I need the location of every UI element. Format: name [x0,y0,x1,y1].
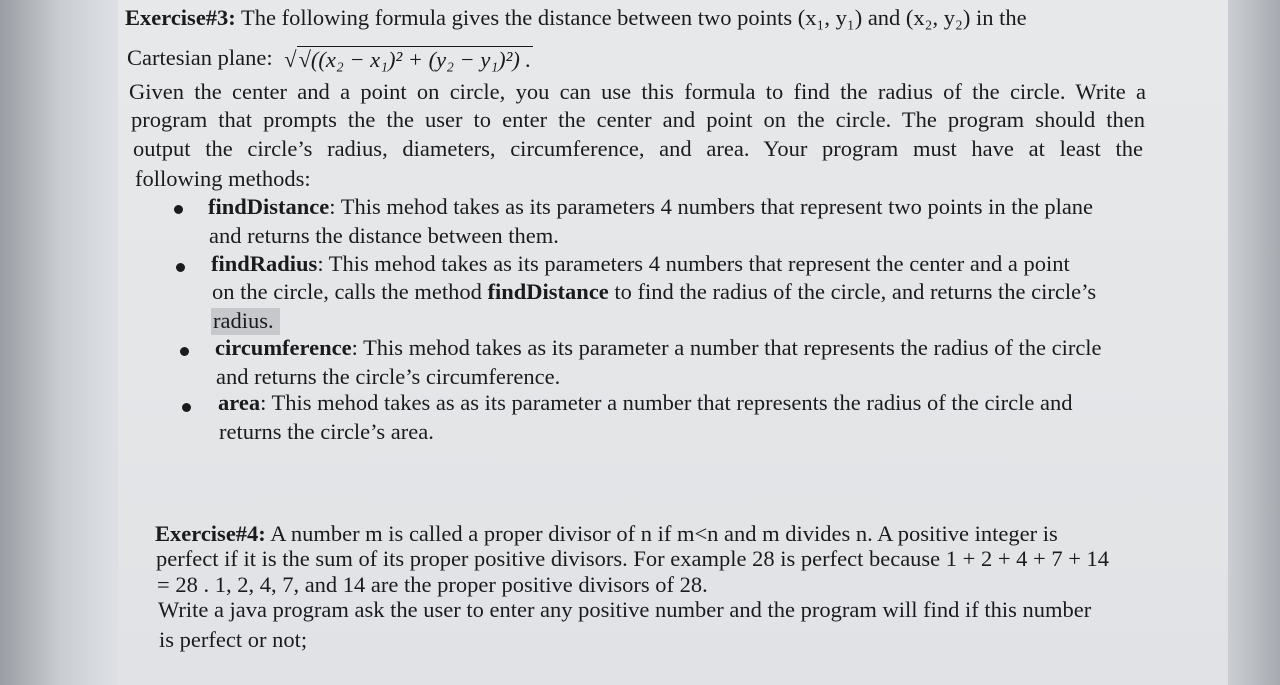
exercise3-label: Exercise#3: [125,5,236,30]
exercise3-para-line: program that prompts the the user to enter the center and point on the circle. The program should then [131,107,1145,132]
bullet-icon [176,263,185,272]
exercise3-intro-line1: Exercise#3: The following formula gives the distance between two points (x₁, y₁) and (x₂, y₂) in the [125,5,1027,30]
bullet-icon [174,205,183,214]
exercise4-line4: Write a java program ask the user to enter any positive number and the program will find if this number [158,597,1092,622]
bullet-icon [182,403,191,412]
exercise3-para-line: following methods: [135,166,311,191]
exercise4-label: Exercise#4: [155,521,266,546]
highlighted-text: radius. [211,308,280,335]
method-area-line1: area: This mehod takes as as its parameter a number that represents the radius of the circle and [218,390,1073,415]
method-findRadius-line1: findRadius: This mehod takes as its parameters 4 numbers that represent the center and a point [211,251,1070,276]
exercise3-para-line: output the circle’s radius, diameters, circumference, and area. Your program must have at least the [133,136,1143,161]
exercise4-line1: Exercise#4: A number m is called a proper divisor of n if m<n and m divides n. A positive integer is [155,521,1058,546]
exercise3-para-line: Given the center and a point on circle, you can use this formula to find the radius of the circle. Write a [129,79,1146,104]
bullet-icon [180,347,189,356]
method-findDistance-line1: findDistance: This mehod takes as its parameters 4 numbers that represent two points in the plane [208,194,1094,219]
method-area-line2: returns the circle’s area. [219,419,434,444]
exercise4-line5: is perfect or not; [159,627,308,652]
exercise3-intro-line2 [127,44,533,74]
method-findRadius-line3 [211,307,280,335]
method-circumference-line2: and returns the circle’s circumference. [216,364,561,389]
method-findRadius-line2: on the circle, calls the method findDistance to find the radius of the circle, and returns the circle’s [212,279,1097,304]
exercise4-line2: perfect if it is the sum of its proper positive divisors. For example 28 is perfect because 1 + 2 + 4 + 7 + 14 [156,546,1110,571]
cartesian-plane-label: Cartesian plane: [127,45,273,70]
distance-formula: √√((x₂ − x₁)² + (y₂ − y₁)²) . [284,46,532,72]
method-findDistance-line2: and returns the distance between them. [209,223,559,248]
exercise4-line3: = 28 . 1, 2, 4, 7, and 14 are the proper positive divisors of 28. [157,572,708,597]
method-circumference-line1: circumference: This mehod takes as its parameter a number that represents the radius of the circle [215,335,1102,360]
